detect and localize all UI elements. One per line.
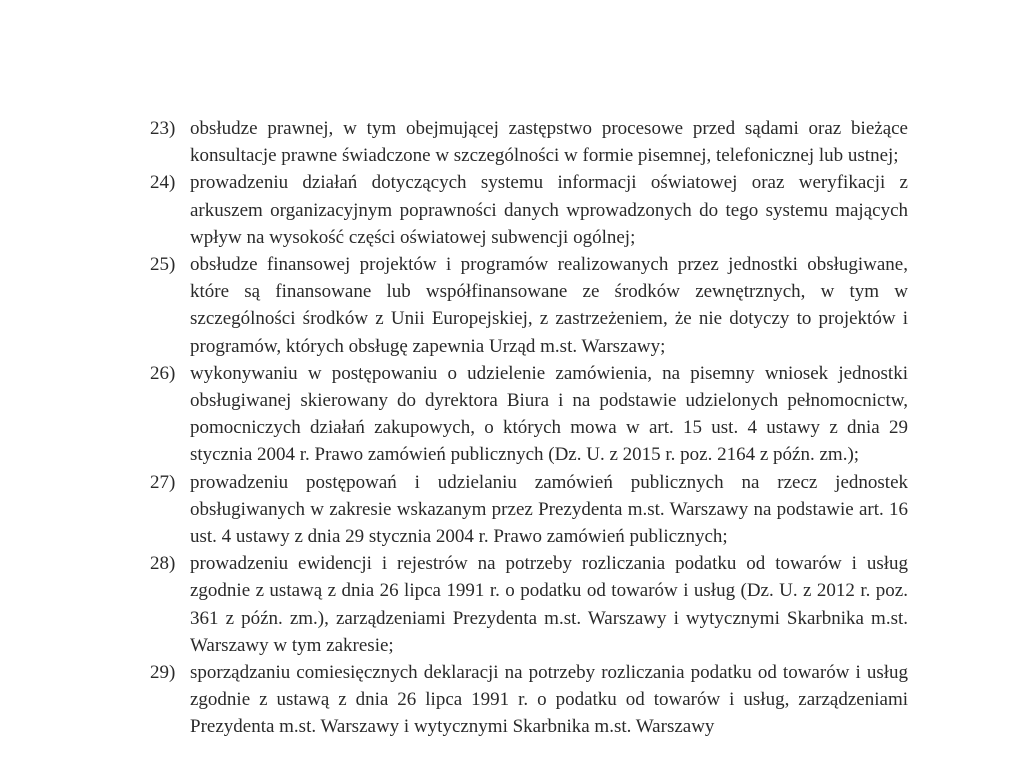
item-number: 28) [150, 553, 176, 575]
item-text: obsłudze prawnej, w tym obejmującej zastępstwo procesowe przed sądami oraz bieżące konsultacje prawne świadczone w szczególności w formie pisemnej, telefonicznej lub ustnej; [190, 118, 908, 167]
item-text: sporządzaniu comiesięcznych deklaracji na potrzeby rozliczania podatku od towarów i usług zgodnie z ustawą z dnia 26 lipca 1991 r. o podatku od towarów i usług, zarządzeniami Prezydenta m.st. Warszawy i wytycznymi Skarbnika m.st. Warszawy [190, 662, 908, 738]
item-text: prowadzeniu ewidencji i rejestrów na potrzeby rozliczania podatku od towarów i usług zgodnie z ustawą z dnia 26 lipca 1991 r. o podatku od towarów i usług (Dz. U. z 2012 r. poz. 361 z późn. zm.), zarządzeniami Prezydenta m.st. Warszawy i wytycznymi Skarbnika m.st. Warszawy w tym zakresie; [190, 553, 908, 656]
item-text: wykonywaniu w postępowaniu o udzielenie zamówienia, na pisemny wniosek jednostki obsługiwanej skierowany do dyrektora Biura i na podstawie udzielonych pełnomocnictw, pomocniczych działań zakupowych, o których mowa w art. 15 ust. 4 ustawy z dnia 29 stycznia 2004 r. Prawo zamówień publicznych (Dz. U. z 2015 r. poz. 2164 z późn. zm.); [190, 362, 908, 466]
list-item [150, 251, 908, 360]
item-number: 27) [150, 471, 176, 493]
item-number: 26) [150, 362, 176, 384]
list-item [150, 469, 908, 551]
list-item [150, 169, 908, 251]
item-number: 29) [150, 662, 176, 684]
list-item [150, 360, 908, 469]
item-text: obsłudze finansowej projektów i programów realizowanych przez jednostki obsługiwane, które są finansowane lub współfinansowane ze środków zewnętrznych, w tym w szczególności środków z Unii Europejskiej, z zastrzeżeniem, że nie dotyczy to projektów i programów, których obsługę zapewnia Urząd m.st. Warszawy; [190, 254, 908, 357]
list-item [150, 659, 908, 741]
list-item [150, 550, 908, 659]
item-text: prowadzeniu działań dotyczących systemu informacji oświatowej oraz weryfikacji z arkuszem organizacyjnym poprawności danych wprowadzonych do tego systemu mających wpływ na wysokość części oświatowej subwencji ogólnej; [190, 172, 908, 248]
item-number: 24) [150, 172, 176, 194]
item-number: 23) [150, 118, 176, 139]
item-number: 25) [150, 254, 176, 276]
item-text: prowadzeniu postępowań i udzielaniu zamówień publicznych na rzecz jednostek obsługiwanych w zakresie wskazanym przez Prezydenta m.st. Warszawy na podstawie art. 16 ust. 4 ustawy z dnia 29 stycznia 2004 r. Prawo zamówień publicznych; [190, 471, 908, 548]
list-item [150, 115, 908, 169]
numbered-list [150, 115, 908, 741]
